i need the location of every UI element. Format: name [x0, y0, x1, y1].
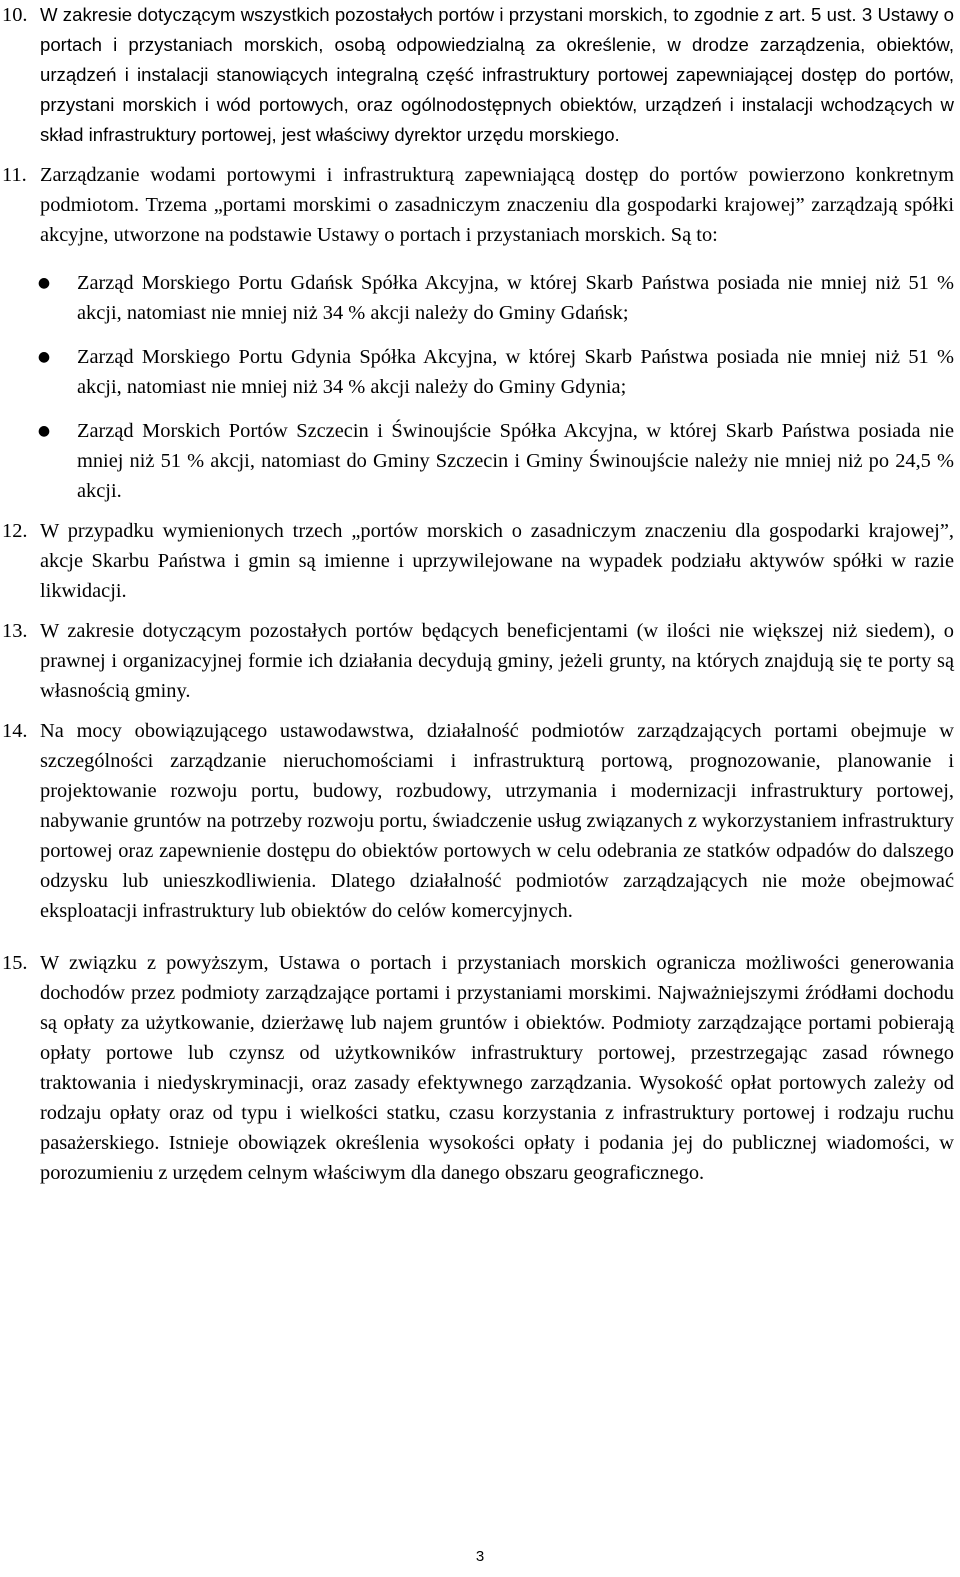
paragraph-text: Na mocy obowiązującego ustawodawstwa, działalność podmiotów zarządzających portami obejmuje w szczególności zarządzanie nieruchomościami i infrastrukturą portową, prognozowanie, planowanie i projektowanie rozwoju portu, budowy, rozbudowy, utrzymania i modernizacji infrastruktury portowej, nabywanie gruntów na potrzeby rozwoju portu, świadczenie usług związanych z wykorzystaniem infrastruktury portowej oraz zapewnienie dostępu do obiektów portowych w celu odebrania ze statków odpadów do dalszego odzysku lub unieszkodliwienia. Dlatego działalność podmiotów zarządzających nie może obejmować eksploatacji infrastruktury lub obiektów do celów komercyjnych.: [40, 720, 954, 922]
paragraph-text: W przypadku wymienionych trzech „portów morskich o zasadniczym znaczeniu dla gospodarki krajowej”, akcje Skarbu Państwa i gmin są imienne i uprzywilejowane na wypadek podziału aktywów spółki w razie likwidacji.: [40, 520, 954, 602]
page-number: 3: [475, 1548, 485, 1565]
paragraph-text: W zakresie dotyczącym pozostałych portów będących beneficjentami (w ilości nie większej niż siedem), o prawnej i organizacyjnej formie ich działania decydują gminy, jeżeli grunty, na których znajdują się te porty są własnością gminy.: [40, 620, 954, 702]
paragraph-text: Zarządzanie wodami portowymi i infrastrukturą zapewniającą dostęp do portów powierzono konkretnym podmiotom. Trzema „portami morskimi o zasadniczym znaczeniu dla gospodarki krajowej” zarządzają spółki akcyjne, utworzone na podstawie Ustawy o portach i przystaniach morskich. Są to:: [40, 164, 954, 246]
list-item: [37, 342, 954, 402]
paragraph-text: W związku z powyższym, Ustawa o portach i przystaniach morskich ogranicza możliwości generowania dochodów przez podmioty zarządzające portami i przystaniami morskimi. Najważniejszymi źródłami dochodu są opłaty za użytkowanie, dzierżawę lub najem gruntów i obiektów. Podmioty zarządzające portami pobierają opłaty portowe lub czynsz od użytkowników infrastruktury portowej, przestrzegając zasad równego traktowania i niedyskryminacji, oraz zasady efektywnego zarządzania. Wysokość opłat portowych zależy od rodzaju opłaty oraz od typu i wielkości statku, czasu korzystania z infrastruktury portowej i rodzaju ruchu pasażerskiego. Istnieje obowiązek określenia wysokości opłaty i podania jej do publicznej wiadomości, w porozumieniu z urzędem celnym właściwym dla danego obszaru geograficznego.: [40, 952, 954, 1184]
bullet-icon: ●: [37, 423, 51, 439]
paragraph-12: [2, 516, 954, 606]
paragraph-10: [2, 0, 954, 150]
list-item: [37, 416, 954, 506]
paragraph-number: 14.: [2, 720, 28, 742]
paragraph-13: [2, 616, 954, 706]
list-item: [37, 268, 954, 328]
paragraph-15: [2, 948, 954, 1188]
list-item-text: Zarząd Morskiego Portu Gdańsk Spółka Akcyjna, w której Skarb Państwa posiada nie mniej niż 51 % akcji, natomiast nie mniej niż 34 % akcji należy do Gminy Gdańsk;: [77, 272, 954, 324]
list-item-text: Zarząd Morskich Portów Szczecin i Świnoujście Spółka Akcyjna, w której Skarb Państwa posiada nie mniej niż 51 % akcji, natomiast do Gminy Szczecin i Gminy Świnoujście należy nie mniej niż po 24,5 % akcji.: [77, 420, 954, 502]
bullet-icon: ●: [37, 275, 51, 291]
paragraph-text: W zakresie dotyczącym wszystkich pozostałych portów i przystani morskich, to zgodnie z art. 5 ust. 3 Ustawy o portach i przystaniach morskich, osobą odpowiedzialną za określenie, w drodze zarządzenia, obiektów, urządzeń i instalacji stanowiących integralną część infrastruktury portowej zapewniającej dostęp do portów, przystani morskich i wód portowych, oraz ogólnodostępnych obiektów, urządzeń i instalacji wchodzących w skład infrastruktury portowej, jest właściwy dyrektor urzędu morskiego.: [40, 4, 954, 145]
paragraph-number: 11.: [2, 164, 27, 186]
bullet-icon: ●: [37, 349, 51, 365]
paragraph-11: [2, 160, 954, 250]
bullet-list: [37, 268, 954, 506]
paragraph-number: 15.: [2, 952, 28, 974]
paragraph-number: 12.: [2, 520, 28, 542]
paragraph-14: [2, 716, 954, 926]
paragraph-number: 13.: [2, 620, 28, 642]
list-item-text: Zarząd Morskiego Portu Gdynia Spółka Akcyjna, w której Skarb Państwa posiada nie mniej niż 51 % akcji, natomiast nie mniej niż 34 % akcji należy do Gminy Gdynia;: [77, 346, 954, 398]
paragraph-number: 10.: [2, 4, 28, 26]
